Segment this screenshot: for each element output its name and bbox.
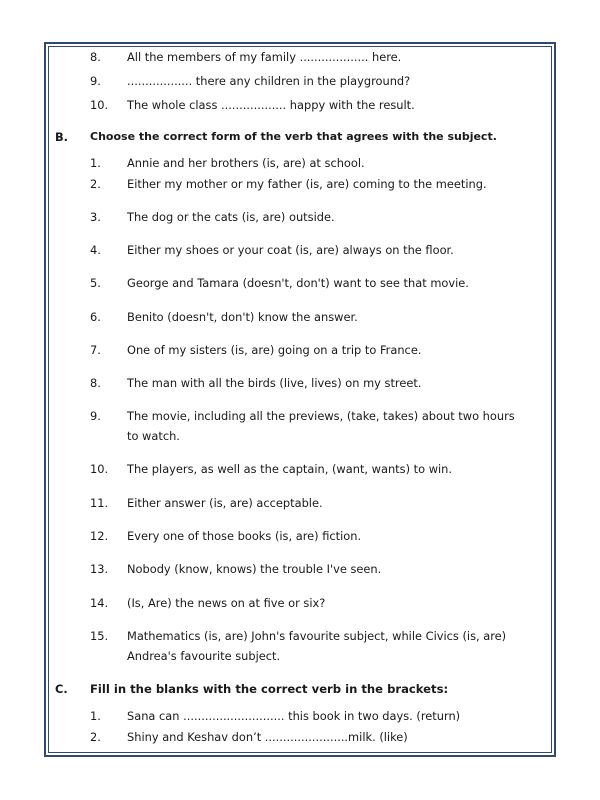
item-number: 2.: [90, 177, 101, 191]
item-number: 11.: [90, 496, 109, 510]
item-number: 14.: [90, 596, 109, 610]
item-number: 7.: [90, 343, 101, 357]
item-number: 8.: [90, 376, 101, 390]
item-text: Either my shoes or your coat (is, are) always on the floor.: [127, 243, 454, 257]
item-text: Every one of those books (is, are) fiction.: [127, 529, 362, 543]
item-text: Shiny and Keshav don’t .......................milk. (like): [127, 730, 408, 744]
item-number: 9.: [90, 74, 101, 88]
item-number: 12.: [90, 529, 109, 543]
item-text: The movie, including all the previews, (take, takes) about two hours: [127, 409, 515, 423]
item-number: 2.: [90, 730, 101, 744]
item-text: .................. there any children in the playground?: [127, 74, 411, 88]
item-text: Either my mother or my father (is, are) coming to the meeting.: [127, 177, 487, 191]
section-title: Fill in the blanks with the correct verb in the brackets:: [90, 682, 449, 696]
item-text: All the members of my family ................... here.: [127, 50, 402, 64]
item-number: 13.: [90, 562, 109, 576]
item-number: 1.: [90, 709, 101, 723]
section-title: Choose the correct form of the verb that agrees with the subject.: [90, 130, 497, 143]
item-number: 4.: [90, 243, 101, 257]
item-text: The man with all the birds (live, lives) on my street.: [127, 376, 422, 390]
item-text: (Is, Are) the news on at five or six?: [127, 596, 326, 610]
section-letter: C.: [55, 682, 68, 696]
item-text: The players, as well as the captain, (want, wants) to win.: [127, 462, 453, 476]
item-number: 10.: [90, 98, 109, 112]
item-text: Benito (doesn't, don't) know the answer.: [127, 310, 358, 324]
item-text: The dog or the cats (is, are) outside.: [127, 210, 335, 224]
item-number: 10.: [90, 462, 109, 476]
item-text-continued: to watch.: [127, 429, 180, 443]
item-number: 1.: [90, 156, 101, 170]
item-text: George and Tamara (doesn't, don't) want to see that movie.: [127, 276, 469, 290]
item-text: Sana can ............................ this book in two days. (return): [127, 709, 461, 723]
item-number: 15.: [90, 629, 109, 643]
item-text: Nobody (know, knows) the trouble I've seen.: [127, 562, 382, 576]
item-text-continued: Andrea's favourite subject.: [127, 649, 281, 663]
item-text: The whole class .................. happy with the result.: [127, 98, 415, 112]
item-number: 6.: [90, 310, 101, 324]
item-number: 9.: [90, 409, 101, 423]
item-number: 8.: [90, 50, 101, 64]
item-number: 5.: [90, 276, 101, 290]
section-letter: B.: [55, 130, 69, 144]
item-text: Mathematics (is, are) John's favourite subject, while Civics (is, are): [127, 629, 507, 643]
item-text: Either answer (is, are) acceptable.: [127, 496, 323, 510]
item-text: Annie and her brothers (is, are) at school.: [127, 156, 365, 170]
item-text: One of my sisters (is, are) going on a trip to France.: [127, 343, 422, 357]
item-number: 3.: [90, 210, 101, 224]
